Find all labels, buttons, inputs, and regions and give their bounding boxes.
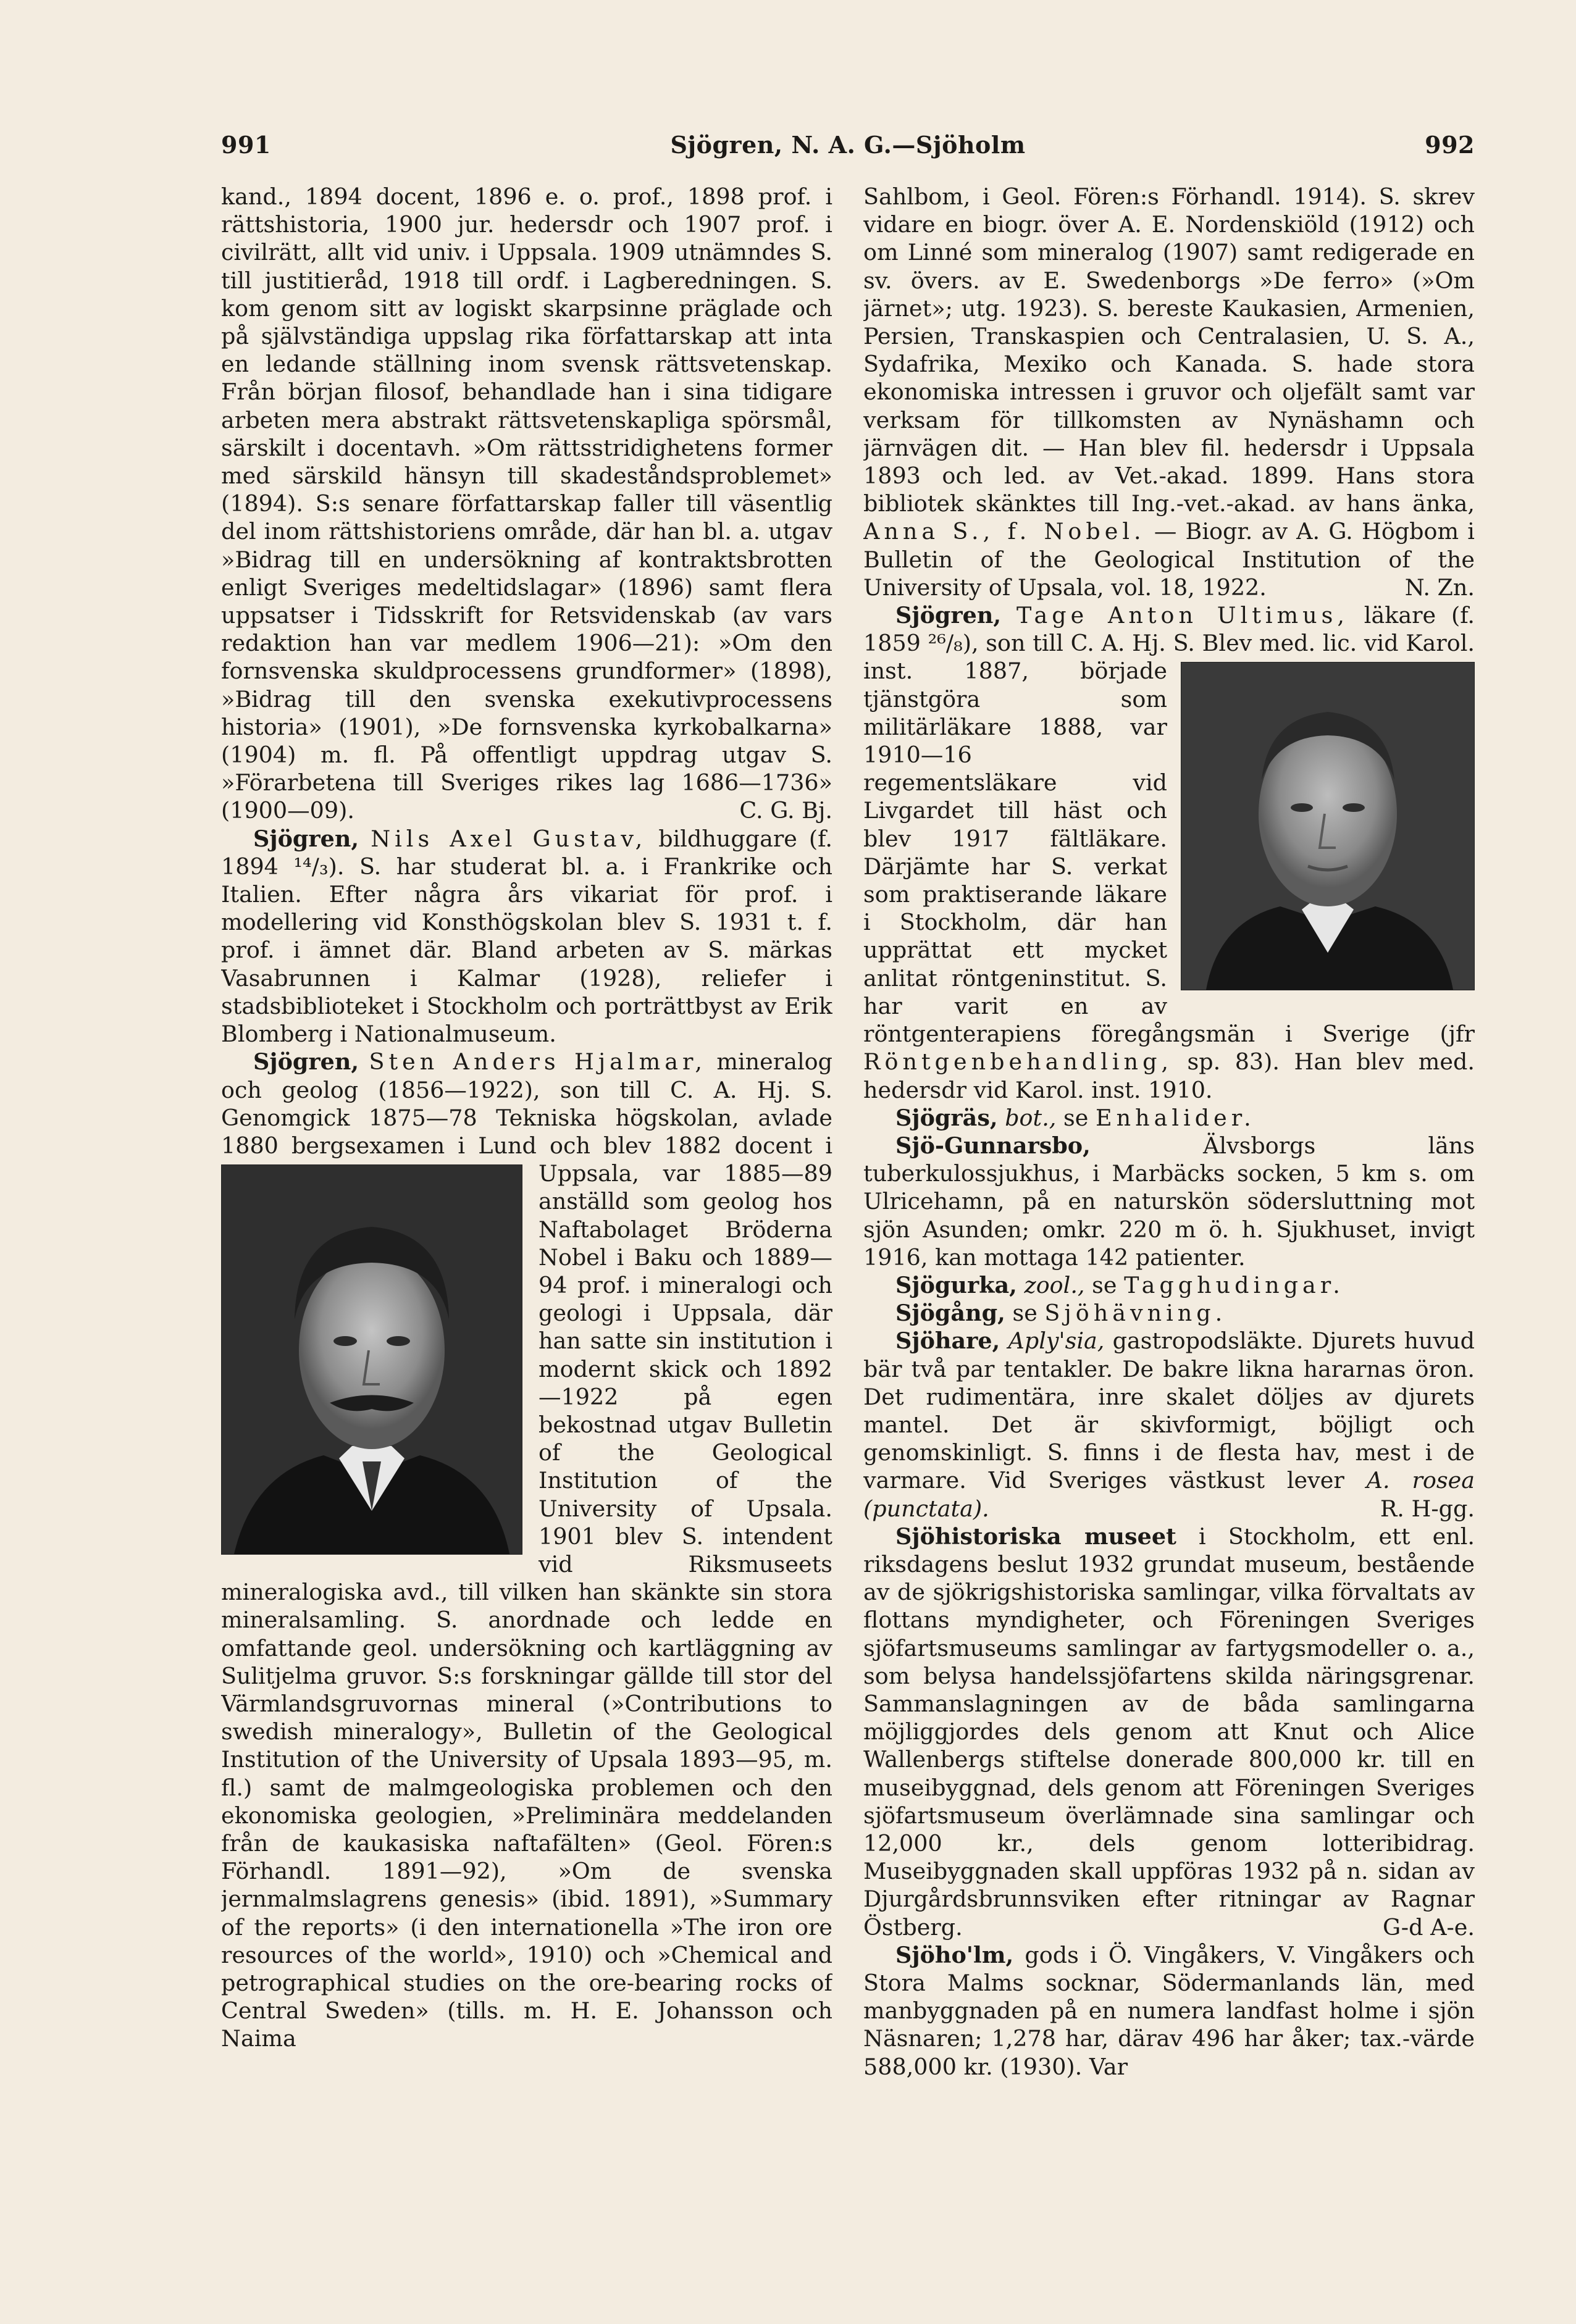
entry-sjohistoriska-museet: Sjöhistoriska museet i Stockholm, ett enl. riksdagens beslut 1932 grundat museum, bestående av de sjökrigshistoriska samlingar, vilka förvaltats av flottans myndigheter, och Föreningen Sveriges sjöfartsmuseums samlingar av fartygsmodeller o. a., som belysa handelssjöfartens skilda näringsgrenar. Sammanslagningen av de båda samlingarna möjliggjordes dels genom att Knut och Alice Wallenbergs stiftelse donerade 800,000 kr. till en museibyggnad, dels genom att Föreningen Sveriges sjöfartsmuseum överlämnade sina samlingar och 12,000 kr., dels genom lotteribidrag. Museibyggnaden skall uppföras 1932 på n. sidan av Djurgårdsbrunnsviken efter ritningar av Ragnar Östberg. G-d A-e.: [863, 1523, 1475, 1941]
portrait-photo-sten: [221, 1164, 522, 1555]
entry-nils-sjogren: Sjögren, Nils Axel Gustav, bildhuggare (f. 1894 ¹⁴/₃). S. har studerat bl. a. i Frankrike och Italien. Efter några års vikariat för prof. i modellering vid Konsthögskolan blev S. 1931 t. f. prof. i ämnet där. Bland arbeten av S. märkas Vasabrunnen i Kalmar (1928), reliefer i stadsbiblioteket i Stockholm och porträttbyst av Erik Blomberg i Nationalmuseum.: [221, 825, 832, 1048]
entry-name: Nils Axel Gustav,: [371, 825, 647, 852]
portrait-figure: [1181, 663, 1474, 990]
entry-headword: Sjöhare,: [895, 1327, 1000, 1355]
page-number-left: 991: [221, 131, 271, 159]
entry-tage-sjogren: Sjögren, Tage Anton Ultimus, läkare (f. 1859 ²⁶/₈), son till C. A. Hj. S. Blev med. lic. vid Karol. inst. 1887, började tjänstgöra som militärläkare 1888, var 1910—16 regementsläkare vid Livgardet till häst och blev 1917 fältläkare. Därjämte har S. verkat som praktiserande läkare i Stockholm, där han upprättat ett mycket anlitat röntgeninstitut. S. har varit en av röntgenterapiens föregångsmän i Sverige (jfr Röntgenbehandling, sp. 83). Han blev med. hedersdr vid Karol. inst. 1910.: [863, 602, 1475, 1103]
cross-reference: Tagghudingar.: [1124, 1271, 1344, 1298]
running-head: Sjögren, N. A. G.—Sjöholm: [670, 131, 1026, 159]
author-signature: R. H-gg.: [1380, 1495, 1475, 1522]
author-signature: G-d A-e.: [1382, 1913, 1475, 1941]
author-signature: C. G. Bj.: [739, 797, 832, 824]
cross-reference: Enhalider.: [1095, 1104, 1255, 1131]
entry-name: Sten Anders Hjalmar,: [369, 1048, 706, 1076]
entry-continuation: Sahlbom, i Geol. Fören:s Förhandl. 1914). S. skrev vidare en biogr. över A. E. Nordenskiöld (1912) och om Linné som mineralog (1907) samt redigerade en sv. övers. av E. Swedenborgs »De ferro» (»Om järnet»; utg. 1923). S. bereste Kaukasien, Armenien, Persien, Transkaspien och Centralasien, U. S. A., Sydafrika, Mexiko och Kanada. S. hade stora ekonomiska intressen i gruvor och oljefält samt var verksam för tillkomsten av Nynäshamn och järnvägen dit. — Han blev fil. hedersdr i Uppsala 1893 och led. av Vet.-akad. 1899. Hans stora bibliotek skänktes till Ing.-vet.-akad. av hans änka, Anna S., f. Nobel. — Biogr. av A. G. Högbom i Bulletin of the Geological Institution of the University of Upsala, vol. 18, 1922. N. Zn.: [863, 183, 1475, 601]
entry-sten-sjogren: Sjögren, Sten Anders Hjalmar, mineralog och geolog (1856—1922), son till C. A. Hj. S. Genomgick 1875—78 Tekniska högskolan, avlade 1880 bergsexamen i Lund och blev 1882 docent i Uppsala, var 1885—89 anställd som geolog hos Naftabolaget Bröderna Nobel i Baku och 1889—94 prof. i mineralogi och geologi i Uppsala, där han satte sin institution i modernt skick och 1892—1922 på egen bekostnad utgav Bulletin of the Geological Institution of the University of Upsala. 1901 blev S. intendent vid Riksmuseets mineralogiska avd., till vilken han skänkte sin stora mineralsamling. S. anordnade och ledde en omfattande geol. undersökning och kartläggning av Sulitjelma gruvor. S:s forskningar gällde till stor del Värmlandsgruvornas mineral (»Contributions to swedish mineralogy», Bulletin of the Geological Institution of the University of Upsala 1893—95, m. fl.) samt de malmgeologiska problemen och den ekonomiska geologien, »Preliminära meddelanden från de kaukasiska naftafälten» (Geol. Fören:s Förhandl. 1891—92), »Om de svenska jernmalmslagrens genesis» (ibid. 1891), »Summary of the reports» (i den internationella »The iron ore resources of the world», 1910) och »Chemical and petrographical studies on the ore-bearing rocks of Central Sweden» (tills. m. H. E. Johansson och Naima: [221, 1048, 832, 2052]
author-signature: N. Zn.: [1404, 574, 1475, 601]
entry-headword: Sjögren,: [895, 602, 1002, 629]
page-header: [221, 131, 1475, 168]
entry-headword: Sjögren,: [253, 1048, 359, 1076]
entry-headword: Sjöho'lm,: [895, 1941, 1014, 1968]
cross-reference: Sjöhävning.: [1044, 1300, 1227, 1327]
entry-sjo-gunnarsbo: Sjö-Gunnarsbo, Älvsborgs läns tuberkulossjukhus, i Marbäcks socken, 5 km s. om Ulricehamn, på en naturskön södersluttning mot sjön Asunden; omkr. 220 m ö. h. Sjukhuset, invigt 1916, kan mottaga 142 patienter.: [863, 1132, 1475, 1271]
entry-headword: Sjögräs,: [895, 1104, 998, 1131]
entry-name: Tage Anton Ultimus,: [1016, 602, 1349, 629]
entry-headword: Sjögren,: [253, 825, 359, 852]
entry-sjogurka: Sjögurka, zool., se Tagghudingar.: [895, 1271, 1344, 1298]
page-number-right: 992: [1425, 131, 1475, 159]
entry-headword: Sjö-Gunnarsbo,: [895, 1132, 1091, 1159]
portrait-photo-tage: [1181, 662, 1475, 990]
portrait-figure: [222, 1165, 522, 1554]
entry-continuation: kand., 1894 docent, 1896 e. o. prof., 1898 prof. i rättshistoria, 1900 jur. hedersdr och 1907 prof. i civilrätt, allt vid univ. i Uppsala. 1909 utnämndes S. till justitieråd, 1918 till ordf. i Lagberedningen. S. kom genom sitt av logiskt skarpsinne präglade och på självständiga uppslag rika författarskap att inta en ledande ställning inom svensk rättsvetenskap. Från början filosof, behandlade han i sina tidigare arbeten mera abstrakt rättsvetenskapliga spörsmål, särskilt i docentavh. »Om rättsstridighetens former med särskild hänsyn till skadeståndsproblemet» (1894). S:s senare författarskap faller till väsentlig del inom rättshistoriens område, där han bl. a. utgav »Bidrag till en undersökning af kontraktsbrotten enligt Sveriges medeltidslagar» (1896) samt flera uppsatser i Tidsskrift for Retsvidenskab (av vars redaktion han var medlem 1906—21): »Om den fornsvenska skuldprocessens grundformer» (1898), »Bidrag till den svenska exekutivprocessens historia» (1901), »De fornsvenska kyrkobalkarna» (1904) m. fl. På offentligt uppdrag utgav S. »Förarbetena till Sveriges rikes lag 1686—1736» (1900—09). C. G. Bj.: [221, 183, 832, 824]
entry-headword: Sjögurka,: [895, 1271, 1017, 1298]
entry-headword: Sjögång,: [895, 1300, 1005, 1327]
entry-sjogang: Sjögång, se Sjöhävning.: [895, 1300, 1227, 1327]
left-column: [221, 183, 832, 2165]
entry-headword: Sjöhistoriska museet: [895, 1523, 1176, 1550]
entry-sjogras: Sjögräs, bot., se Enhalider.: [895, 1104, 1255, 1131]
entry-sjoholm: Sjöho'lm, gods i Ö. Vingåkers, V. Vingåkers och Stora Malms socknar, Södermanlands län, med manbyggnaden på en numera landfast holme i sjön Näsnaren; 1,278 har, därav 496 har åker; tax.-värde 588,000 kr. (1930). Var: [863, 1941, 1475, 2080]
right-column: [863, 183, 1475, 2165]
entry-sjohare: Sjöhare, Aply'sia, gastropodsläkte. Djurets huvud bär två par tentakler. De bakre likna hararnas öron. Det rudimentära, inre skalet döljes av djurets mantel. Det är skivformigt, böjligt och genomskinligt. S. finns i de flesta hav, mest i de varmare. Vid Sveriges västkust lever A. rosea (punctata). R. H-gg.: [863, 1327, 1475, 1522]
